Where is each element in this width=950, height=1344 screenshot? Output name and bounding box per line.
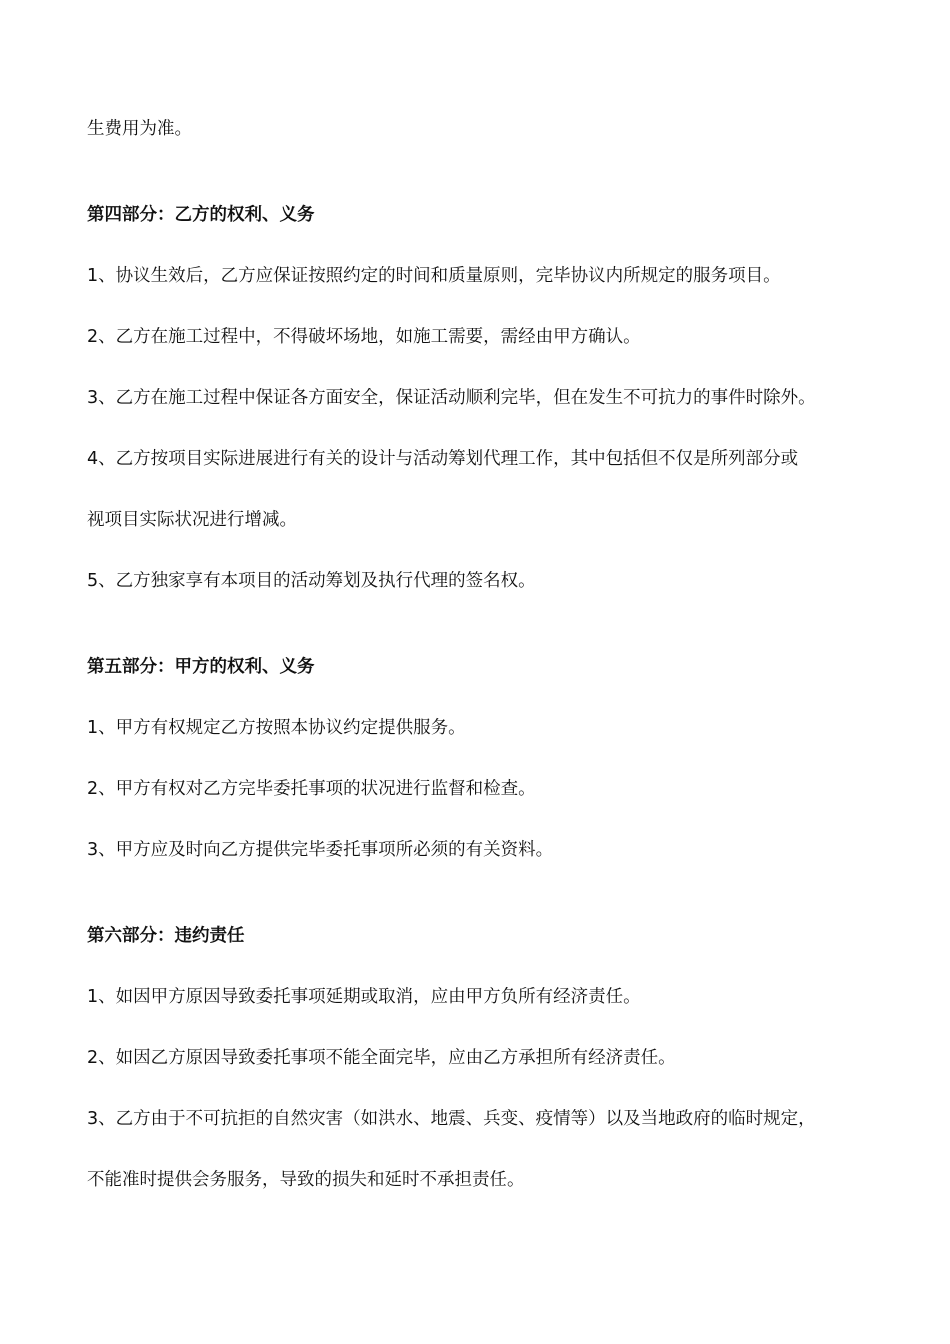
clause-5-1: 1、甲方有权规定乙方按照本协议约定提供服务。: [87, 718, 466, 738]
clause-5-2: 2、甲方有权对乙方完毕委托事项的状况进行监督和检查。: [87, 779, 536, 799]
clause-6-3-continuation: 不能准时提供会务服务，导致的损失和延时不承担责任。: [87, 1170, 525, 1190]
clause-4-4: 4、乙方按项目实际进展进行有关的设计与活动筹划代理工作，其中包括但不仅是所列部分或: [87, 449, 799, 469]
paragraph-continuation: 生费用为准。: [87, 119, 192, 139]
section-heading-part-4: 第四部分：乙方的权利、义务: [87, 205, 315, 225]
clause-6-3: 3、乙方由于不可抗拒的自然灾害（如洪水、地震、兵变、疫情等）以及当地政府的临时规定，: [87, 1109, 816, 1129]
clause-4-4-continuation: 视项目实际状况进行增减。: [87, 510, 297, 530]
clause-6-2: 2、如因乙方原因导致委托事项不能全面完毕，应由乙方承担所有经济责任。: [87, 1048, 676, 1068]
clause-4-2: 2、乙方在施工过程中，不得破坏场地，如施工需要，需经由甲方确认。: [87, 327, 641, 347]
section-heading-part-5: 第五部分：甲方的权利、义务: [87, 657, 315, 677]
clause-4-5: 5、乙方独家享有本项目的活动筹划及执行代理的签名权。: [87, 571, 536, 591]
clause-4-3: 3、乙方在施工过程中保证各方面安全，保证活动顺利完毕，但在发生不可抗力的事件时除外。: [87, 388, 816, 408]
clause-4-1: 1、协议生效后，乙方应保证按照约定的时间和质量原则，完毕协议内所规定的服务项目。: [87, 266, 781, 286]
section-heading-part-6: 第六部分：违约责任: [87, 926, 245, 946]
clause-5-3: 3、甲方应及时向乙方提供完毕委托事项所必须的有关资料。: [87, 840, 554, 860]
clause-6-1: 1、如因甲方原因导致委托事项延期或取消，应由甲方负所有经济责任。: [87, 987, 641, 1007]
